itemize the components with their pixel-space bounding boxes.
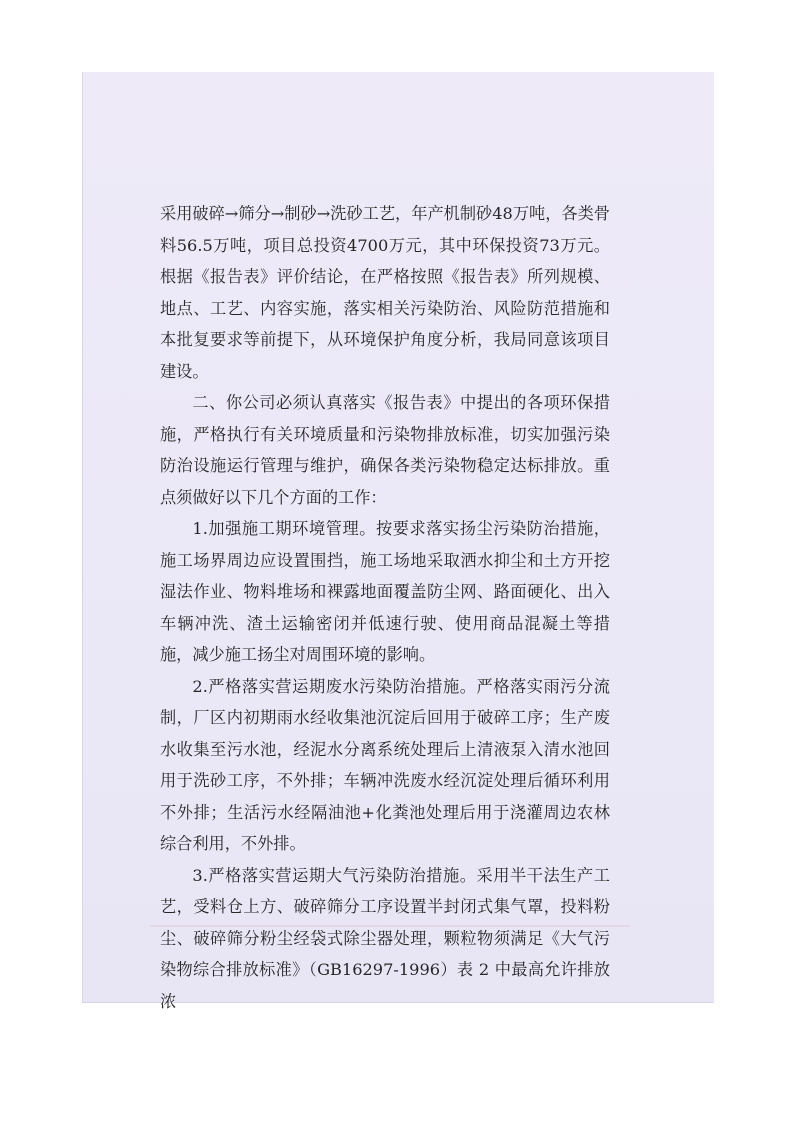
- paragraph-item-wastewater: 2.严格落实营运期废水污染防治措施。严格落实雨污分流制，厂区内初期雨水经收集池沉淀后回用于破碎工序；生产废水收集至污水池，经泥水分离系统处理后上清液泵入清水池回用于洗砂工序，不外排；车辆冲洗废水经沉淀处理后循环利用不外排；生活污水经隔油池+化粪池处理后用于浇灌周边农林综合利用，不外排。: [160, 676, 610, 853]
- document-body: [160, 198, 610, 1017]
- paragraph-project-approval: 采用破碎→筛分→制砂→洗砂工艺，年产机制砂48万吨，各类骨料56.5万吨，项目总投资4700万元，其中环保投资73万元。根据《报告表》评价结论，在严格按照《报告表》所列规模、地点、工艺、内容实施，落实相关污染防治、风险防范措施和本批复要求等前提下，从环境保护角度分析，我局同意该项目建设。: [160, 204, 610, 381]
- paragraph-item-air: 3.严格落实营运期大气污染防治措施。采用半干法生产工艺，受料仓上方、破碎筛分工序设置半封闭式集气罩，投料粉尘、破碎筛分粉尘经袋式除尘器处理，颗粒物须满足《大气污染物综合排放标准》（GB16297-1996）表 2 中最高允许排放浓: [160, 865, 610, 1011]
- paragraph-item-construction: 1.加强施工期环境管理。按要求落实扬尘污染防治措施，施工场界周边应设置围挡，施工场地采取洒水抑尘和土方开挖湿法作业、物料堆场和裸露地面覆盖防尘网、路面硬化、出入车辆冲洗、渣土运输密闭并低速行驶、使用商品混凝土等措施，减少施工扬尘对周围环境的影响。: [160, 519, 610, 664]
- paragraph-section-two: 二、你公司必须认真落实《报告表》中提出的各项环保措施，严格执行有关环境质量和污染物排放标准，切实加强污染防治设施运行管理与维护，确保各类污染物稳定达标排放。重点须做好以下几个方面的工作：: [160, 393, 610, 507]
